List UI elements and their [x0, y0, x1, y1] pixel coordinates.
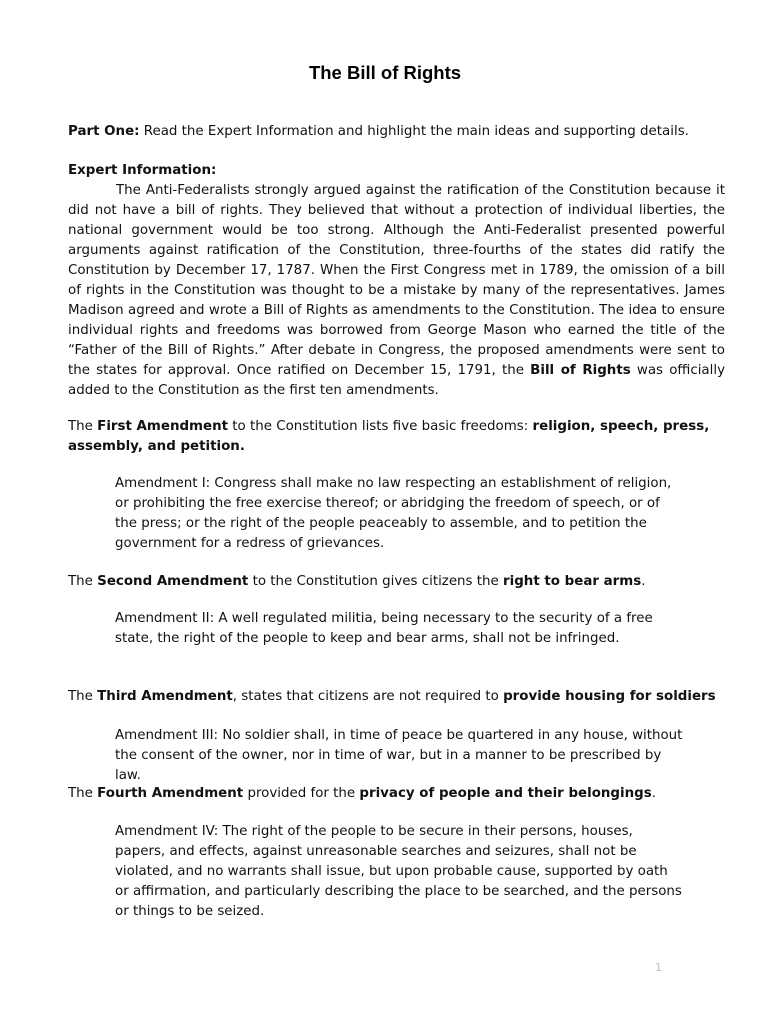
third-amendment-summary [68, 687, 725, 707]
expert-heading: Expert Information: [68, 163, 217, 178]
fourth-amendment-summary [68, 784, 725, 804]
second-pre: The [68, 574, 98, 589]
amendment-3-text: Amendment III: No soldier shall, in time of peace be quartered in any house, without the consent of the owner, nor in time of war, but in a manner to be prescribed by law. [115, 728, 683, 783]
part-one-label: Part One: [68, 124, 140, 139]
expert-paragraph [68, 181, 725, 401]
expert-bold-term: Bill of Rights [530, 363, 631, 378]
page-number: 1 [655, 961, 662, 974]
fourth-pre: The [68, 786, 98, 801]
third-pre: The [68, 689, 98, 704]
third-amendment-name: Third Amendment [97, 689, 233, 704]
second-amendment-summary [68, 572, 725, 592]
fourth-mid: provided for the [243, 786, 360, 801]
part-one-text: Read the Expert Information and highlight the main ideas and supporting details. [139, 124, 689, 139]
fourth-post: . [651, 786, 656, 801]
third-right: provide housing for soldiers [503, 689, 716, 704]
fourth-amendment-name: Fourth Amendment [97, 786, 244, 801]
second-right: right to bear arms [503, 574, 642, 589]
third-mid: , states that citizens are not required to [232, 689, 504, 704]
amendment-2-text: Amendment II: A well regulated militia, being necessary to the security of a free state, the right of the people to keep and bear arms, shall not be infringed. [115, 611, 653, 646]
expert-text-2: was officially added to the Constitution as the first ten amendments. [68, 363, 725, 398]
expert-text-1: The Anti-Federalists strongly argued against the ratification of the Constitution because it did not have a bill of rights. They believed that without a protection of individual liberties, the national government would be too strong. Although the Anti-Federalist presented powerful arguments against ratification of the Constitution, three-fourths of the states did ratify the Constitution by December 17, 1787. When the First Congress met in 1789, the omission of a bill of rights in the Constitution was thought to be a mistake by many of the representatives. James Madison agreed and wrote a Bill of Rights as amendments to the Constitution. The idea to ensure individual rights and freedoms was borrowed from George Mason who earned the title of the “Father of the Bill of Rights.” After debate in Congress, the proposed amendments were sent to the states for approval. Once ratified on December 15, 1791, the [68, 183, 725, 378]
page-title: The Bill of Rights [308, 62, 462, 83]
second-post: . [641, 574, 646, 589]
first-amendment-summary [68, 417, 725, 457]
amendment-1-text: Amendment I: Congress shall make no law respecting an establishment of religion, or prohibiting the free exercise thereof; or abridging the freedom of speech, or of the press; or the right of the people peaceably to assemble, and to petition the government for a redress of grievances. [115, 476, 672, 551]
part-one-instruction [68, 122, 725, 142]
amendment-4-text: Amendment IV: The right of the people to be secure in their persons, houses, papers, and effects, against unreasonable searches and seizures, shall not be violated, and no warrants shall issue, but upon probable cause, supported by oath or affirmation, and particularly describing the place to be searched, and the persons or things to be seized. [115, 824, 682, 919]
first-amendment-name: First Amendment [97, 419, 229, 434]
second-mid: to the Constitution gives citizens the [248, 574, 504, 589]
first-mid: to the Constitution lists five basic freedoms: [228, 419, 533, 434]
fourth-right: privacy of people and their belongings [359, 786, 652, 801]
first-pre: The [68, 419, 98, 434]
first-freedoms: religion, speech, press, assembly, and petition. [68, 419, 710, 454]
second-amendment-name: Second Amendment [97, 574, 249, 589]
